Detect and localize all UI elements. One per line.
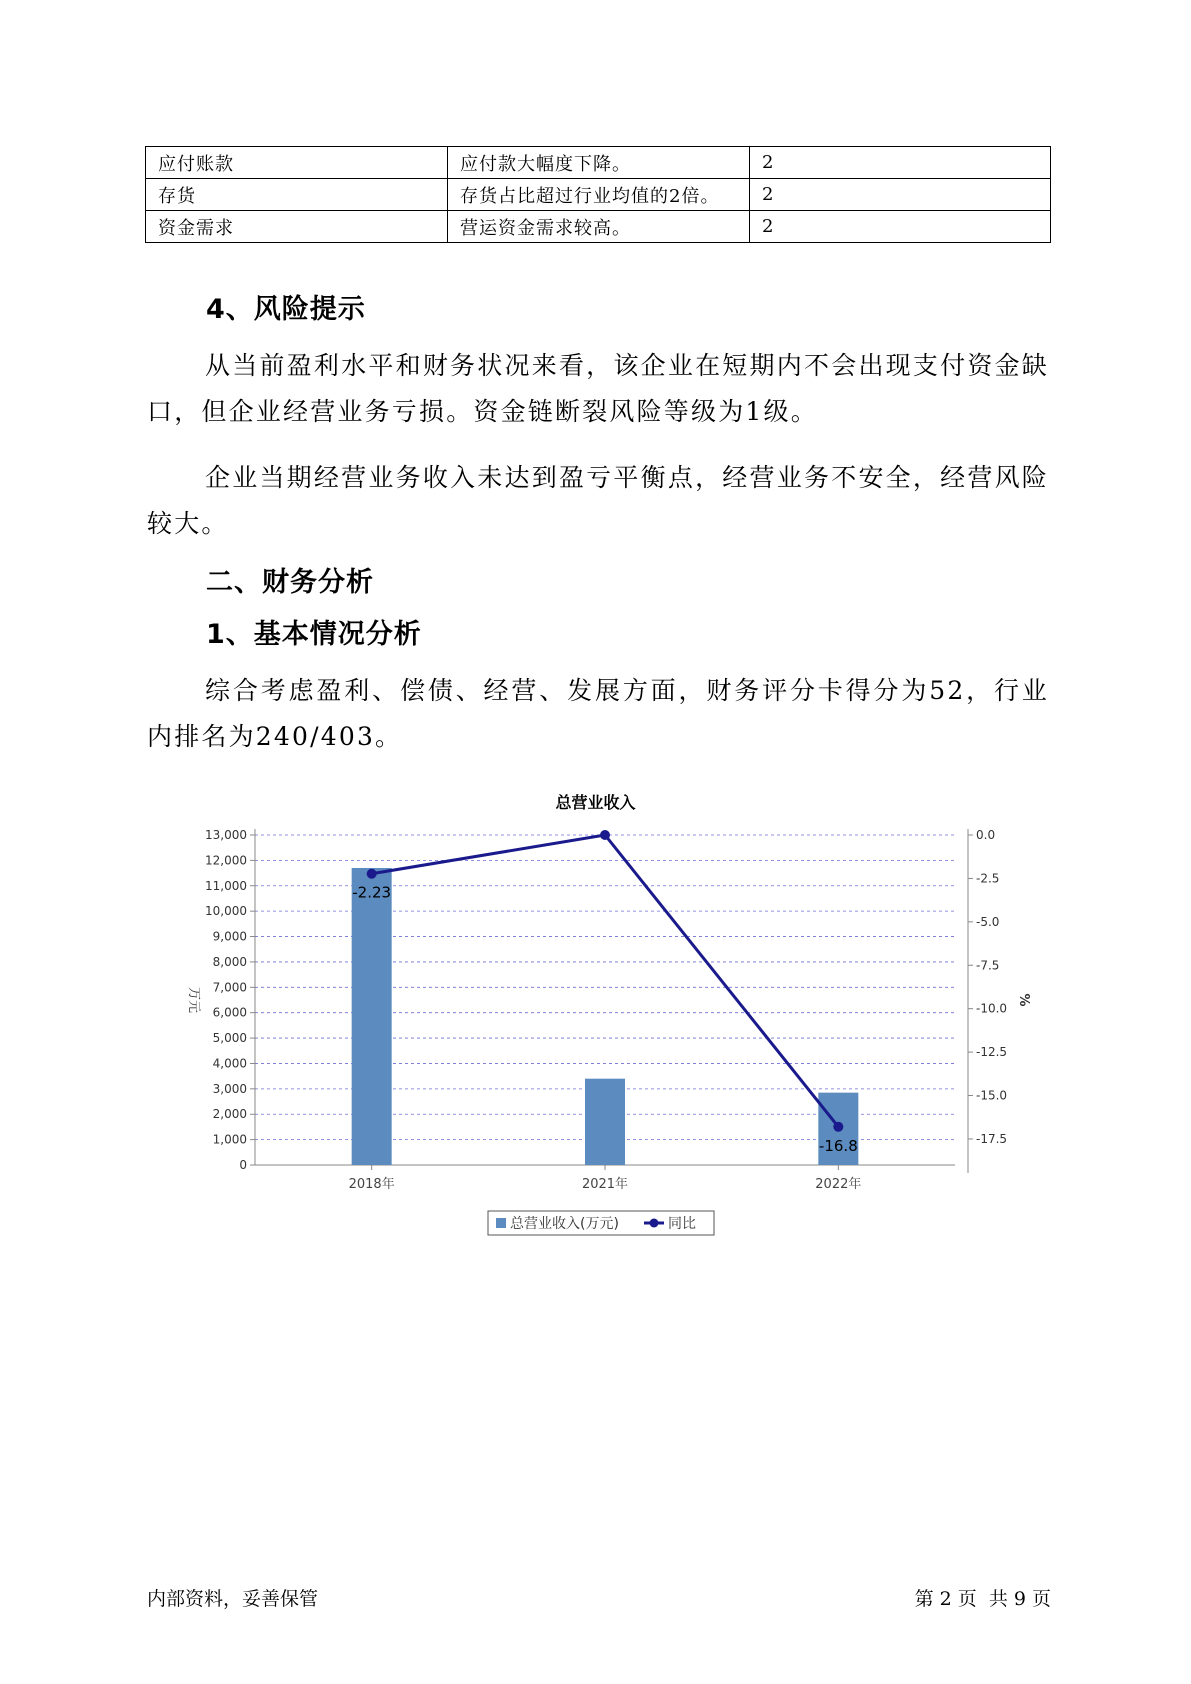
- risk-desc-cell: 营运资金需求较高。: [448, 211, 750, 243]
- legend-bar-label: 总营业收入(万元): [510, 1216, 619, 1232]
- legend-line-label: 同比: [668, 1216, 696, 1232]
- y-axis-label: 万元: [186, 986, 201, 1014]
- left-tick-label: 12,000: [205, 853, 247, 868]
- legend-line-marker: [650, 1219, 659, 1228]
- yoy-point: [367, 869, 377, 879]
- basic-paragraph: 综合考虑盈利、偿债、经营、发展方面，财务评分卡得分为52，行业内排名为240/403。: [147, 676, 1049, 751]
- risk-desc-cell: 存货占比超过行业均值的2倍。: [448, 179, 750, 211]
- risk-item-cell: 应付账款: [146, 147, 448, 179]
- risk-item-cell: 存货: [146, 179, 448, 211]
- left-tick-label: 2,000: [212, 1107, 247, 1122]
- footer-left: 内部资料，妥善保管: [147, 1588, 319, 1610]
- yoy-data-label: -2.23: [352, 883, 392, 902]
- left-tick-label: 6,000: [212, 1005, 247, 1020]
- risk-paragraph-1: 从当前盈利水平和财务状况来看，该企业在短期内不会出现支付资金缺口，但企业经营业务亏损。资金链断裂风险等级为1级。: [147, 351, 1049, 426]
- x-tick-label: 2021年: [581, 1177, 629, 1192]
- y2-axis-label: %: [1016, 993, 1031, 1007]
- risk-level-cell: 2: [750, 147, 1051, 179]
- right-tick-label: -15.0: [976, 1088, 1008, 1103]
- revenue-bar: [585, 1079, 625, 1165]
- section-basic-title: 1、基本情况分析: [206, 619, 422, 650]
- right-tick-label: -17.5: [976, 1131, 1008, 1146]
- x-tick-label: 2022年: [815, 1177, 862, 1192]
- left-tick-label: 0: [239, 1158, 247, 1172]
- risk-item-cell: 资金需求: [146, 211, 448, 243]
- chart-title: 总营业收入: [555, 793, 636, 812]
- risk-paragraph-2: 企业当期经营业务收入未达到盈亏平衡点，经营业务不安全，经营风险较大。: [147, 463, 1049, 538]
- section-finance-title: 二、财务分析: [206, 567, 374, 598]
- yoy-point: [833, 1122, 843, 1132]
- section-risk-title: 4、风险提示: [206, 294, 366, 325]
- yoy-data-label: -16.8: [818, 1136, 858, 1155]
- revenue-bar: [352, 868, 392, 1165]
- left-tick-label: 10,000: [205, 904, 247, 919]
- left-tick-label: 1,000: [212, 1132, 247, 1147]
- yoy-point: [600, 830, 610, 840]
- left-tick-label: 4,000: [212, 1056, 247, 1071]
- left-tick-label: 11,000: [205, 878, 247, 893]
- right-tick-label: -12.5: [976, 1045, 1008, 1060]
- risk-desc-cell: 应付款大幅度下降。: [448, 147, 750, 179]
- risk-level-cell: 2: [750, 179, 1051, 211]
- right-tick-label: -2.5: [976, 871, 1000, 886]
- left-tick-label: 9,000: [212, 929, 247, 944]
- right-tick-label: 0.0: [976, 828, 996, 842]
- right-tick-label: -10.0: [976, 1001, 1008, 1016]
- risk-level-cell: 2: [750, 211, 1051, 243]
- left-tick-label: 7,000: [212, 980, 247, 995]
- left-tick-label: 3,000: [212, 1081, 247, 1096]
- left-tick-label: 8,000: [212, 954, 247, 969]
- x-tick-label: 2018年: [348, 1177, 395, 1192]
- footer-page-number: 第 2 页 共 9 页: [914, 1588, 1051, 1610]
- left-tick-label: 13,000: [205, 828, 247, 842]
- legend-bar-swatch: [496, 1218, 506, 1228]
- left-tick-label: 5,000: [212, 1031, 247, 1046]
- right-tick-label: -5.0: [976, 914, 1000, 929]
- right-tick-label: -7.5: [976, 958, 1000, 973]
